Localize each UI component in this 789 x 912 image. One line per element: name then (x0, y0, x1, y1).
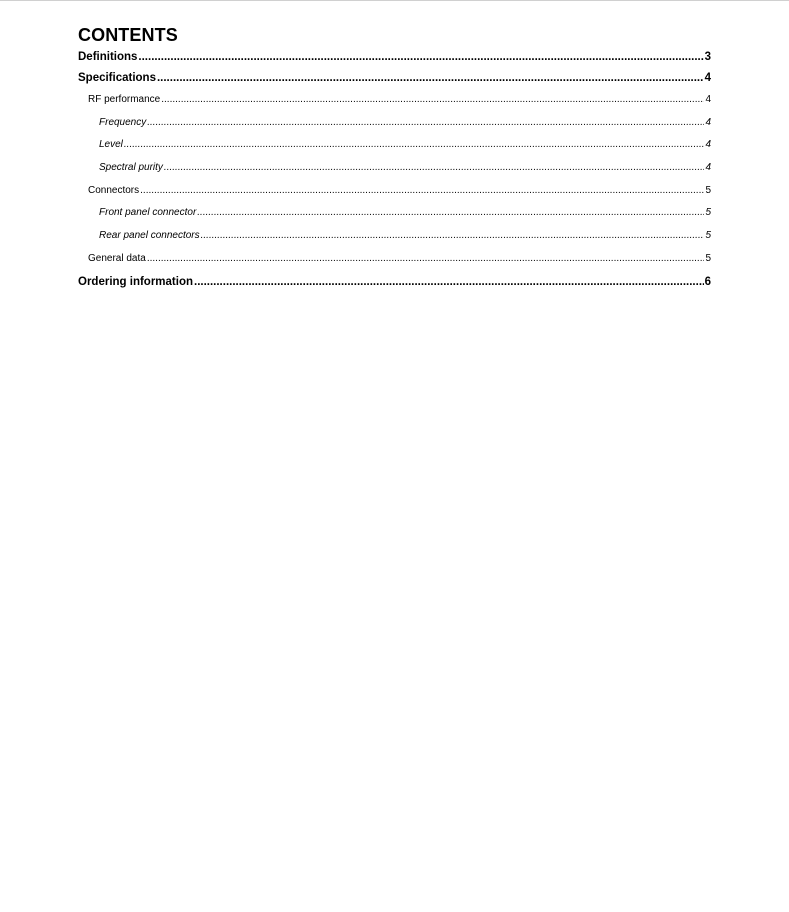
toc-entry-spectral-purity[interactable] (78, 157, 711, 180)
toc-list (78, 47, 711, 293)
toc-entry-label: RF performance (88, 94, 161, 105)
toc-entry-label: Frequency (99, 116, 147, 128)
toc-entry-label: General data (88, 252, 146, 264)
dot-leader (147, 248, 705, 271)
toc-page-number: 4 (705, 94, 711, 105)
dot-leader (194, 271, 704, 293)
toc-page-number: 5 (705, 252, 711, 264)
toc-entry-label: Front panel connector (99, 207, 197, 219)
toc-entry-label: Connectors (88, 184, 140, 196)
toc-page-number: 4 (705, 116, 711, 128)
toc-page-number: 4 (704, 72, 711, 84)
dot-leader (164, 157, 705, 180)
toc-entry-rf-performance[interactable] (78, 89, 711, 112)
page-top-border (0, 0, 789, 1)
dot-leader (138, 47, 703, 67)
toc-page-number: 4 (705, 139, 711, 151)
toc-entry-front-panel-connector[interactable] (78, 202, 711, 225)
dot-leader (124, 134, 705, 157)
toc-entry-label: Ordering information (78, 275, 193, 288)
dot-leader (197, 202, 704, 225)
toc-page-number: 5 (705, 207, 711, 219)
toc-entry-label: Spectral purity (99, 162, 163, 174)
dot-leader (157, 67, 704, 89)
toc-entry-frequency[interactable] (78, 112, 711, 135)
dot-leader (147, 112, 704, 135)
toc-page-number: 4 (705, 162, 711, 174)
toc-page-number: 6 (704, 275, 711, 288)
toc-entry-specifications[interactable] (78, 67, 711, 89)
toc-entry-label: Specifications (78, 72, 156, 84)
toc-page-number: 5 (705, 184, 711, 196)
dot-leader (140, 180, 704, 203)
document-page (78, 24, 711, 293)
toc-entry-connectors[interactable] (78, 180, 711, 203)
dot-leader (161, 89, 704, 112)
toc-entry-label: Rear panel connectors (99, 230, 200, 242)
toc-page-number: 5 (705, 230, 711, 242)
toc-entry-rear-panel-connectors[interactable] (78, 225, 711, 248)
toc-entry-level[interactable] (78, 134, 711, 157)
toc-entry-label: Level (99, 139, 123, 151)
toc-entry-definitions[interactable] (78, 47, 711, 67)
toc-entry-general-data[interactable] (78, 248, 711, 271)
toc-entry-label: Definitions (78, 51, 138, 63)
toc-title: CONTENTS (78, 25, 178, 45)
toc-page-number: 3 (704, 51, 711, 63)
dot-leader (201, 225, 705, 248)
toc-entry-ordering-information[interactable] (78, 271, 711, 293)
